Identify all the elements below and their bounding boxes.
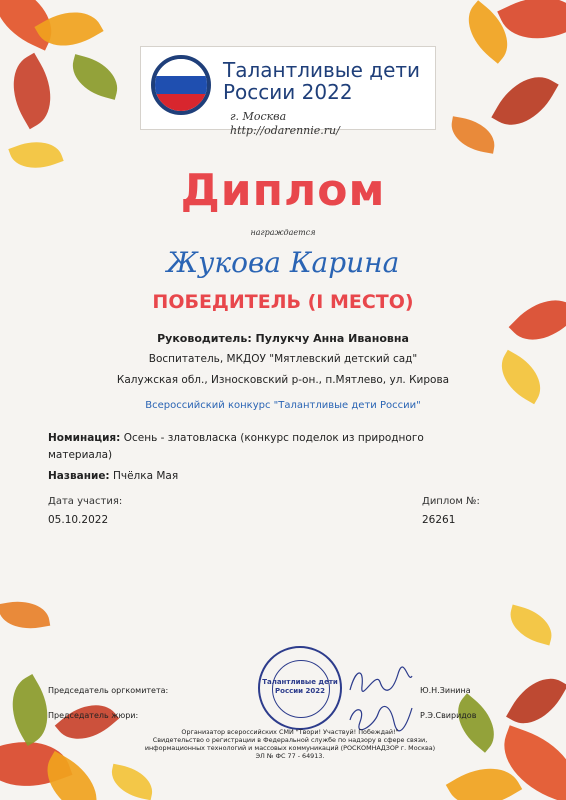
diploma-number-label: Диплом №: — [422, 496, 480, 507]
russia-flag-icon — [151, 55, 211, 115]
diploma-number-value: 26261 — [422, 514, 456, 526]
recipient-name: Жукова Карина — [166, 246, 400, 279]
footer-line: ЭЛ № ФС 77 - 64913. — [255, 752, 325, 760]
footer-line: информационных технологий и массовых коммуникаций (РОСКОМНАДЗОР г. Москва) — [144, 744, 436, 752]
organizer-header — [140, 46, 436, 130]
chair-jury-label: Председатель жюри: — [48, 711, 139, 720]
organizer-title: Талантливые дети России 2022 — [223, 58, 421, 104]
signature-chair-org — [346, 664, 416, 698]
chair-org-label: Председатель оргкомитета: — [48, 686, 169, 695]
organizer-city: г. Москва — [230, 110, 287, 123]
autumn-leaf-decoration — [497, 0, 566, 55]
nomination-value: Осень - златовласка (конкурс поделок из природного материала) — [48, 432, 424, 461]
address: Калужская обл., Износковский р-он., п.Мятлево, ул. Кирова — [116, 374, 450, 386]
work-title — [48, 470, 178, 482]
autumn-leaf-decoration — [0, 53, 66, 129]
autumn-leaf-decoration — [506, 666, 566, 735]
date-label: Дата участия: — [48, 496, 123, 507]
nomination-label: Номинация: — [48, 432, 121, 444]
organization: Воспитатель, МКДОУ "Мятлевский детский сад" — [148, 353, 418, 365]
footer-legal — [140, 728, 440, 760]
work-label: Название: — [48, 470, 110, 482]
autumn-leaf-decoration — [491, 64, 558, 139]
chair-jury-name: Р.Э.Свиридов — [420, 711, 477, 720]
autumn-leaf-decoration — [0, 596, 50, 634]
chair-org-name: Ю.Н.Зинина — [420, 686, 471, 695]
autumn-leaf-decoration — [66, 54, 123, 100]
contest-name: Всероссийский конкурс "Талантливые дети России" — [145, 400, 421, 411]
autumn-leaf-decoration — [505, 605, 557, 646]
autumn-leaf-decoration — [108, 764, 157, 800]
diploma-title: Диплом — [180, 165, 386, 216]
awarded-text: награждается — [250, 228, 316, 237]
nomination — [48, 430, 488, 464]
autumn-leaf-decoration — [55, 691, 120, 753]
autumn-leaf-decoration — [448, 116, 499, 154]
autumn-leaf-decoration — [445, 693, 507, 752]
organizer-url: http://odarennie.ru/ — [230, 124, 340, 137]
stamp-text: Талантливые дети России 2022 — [262, 678, 338, 695]
footer-line: Организатор всероссийских СМИ "Твори! Участвуй! Побеждай!" — [181, 728, 399, 736]
autumn-leaf-decoration — [0, 674, 62, 746]
place-award: ПОБЕДИТЕЛЬ (I МЕСТО) — [152, 291, 414, 313]
official-stamp — [258, 646, 342, 730]
work-value: Пчёлка Мая — [109, 470, 179, 482]
date-value: 05.10.2022 — [48, 514, 109, 526]
supervisor: Руководитель: Пулукчу Анна Ивановна — [157, 332, 409, 345]
footer-line: Свидетельство о регистрации в Федеральной службе по надзору в сфере связи, — [152, 736, 428, 744]
